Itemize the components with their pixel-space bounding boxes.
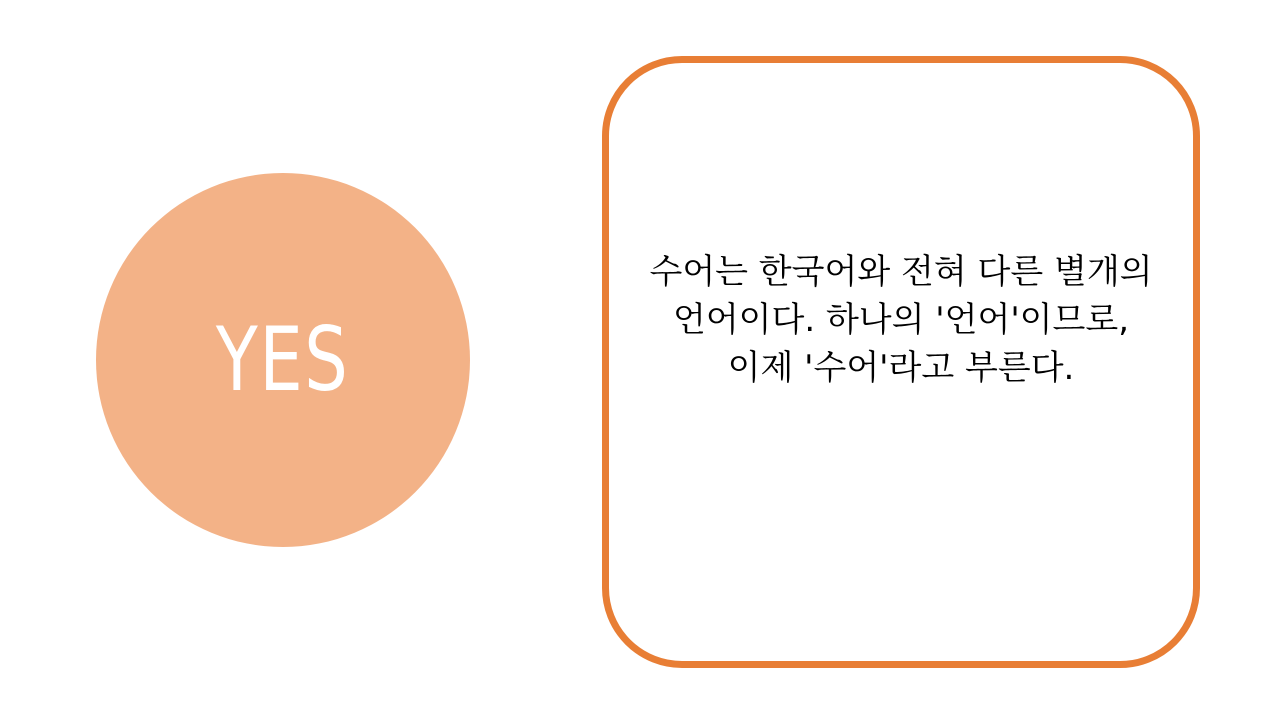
answer-line-1: 수어는 한국어와 전혀 다른 별개의 — [649, 252, 1153, 292]
yes-label: YES — [216, 308, 350, 411]
answer-box — [602, 56, 1200, 668]
answer-line-3: 이제 '수어'라고 부른다. — [727, 348, 1075, 388]
yes-circle — [96, 173, 470, 547]
answer-line-2: 언어이다. 하나의 '언어'이므로, — [672, 300, 1130, 340]
